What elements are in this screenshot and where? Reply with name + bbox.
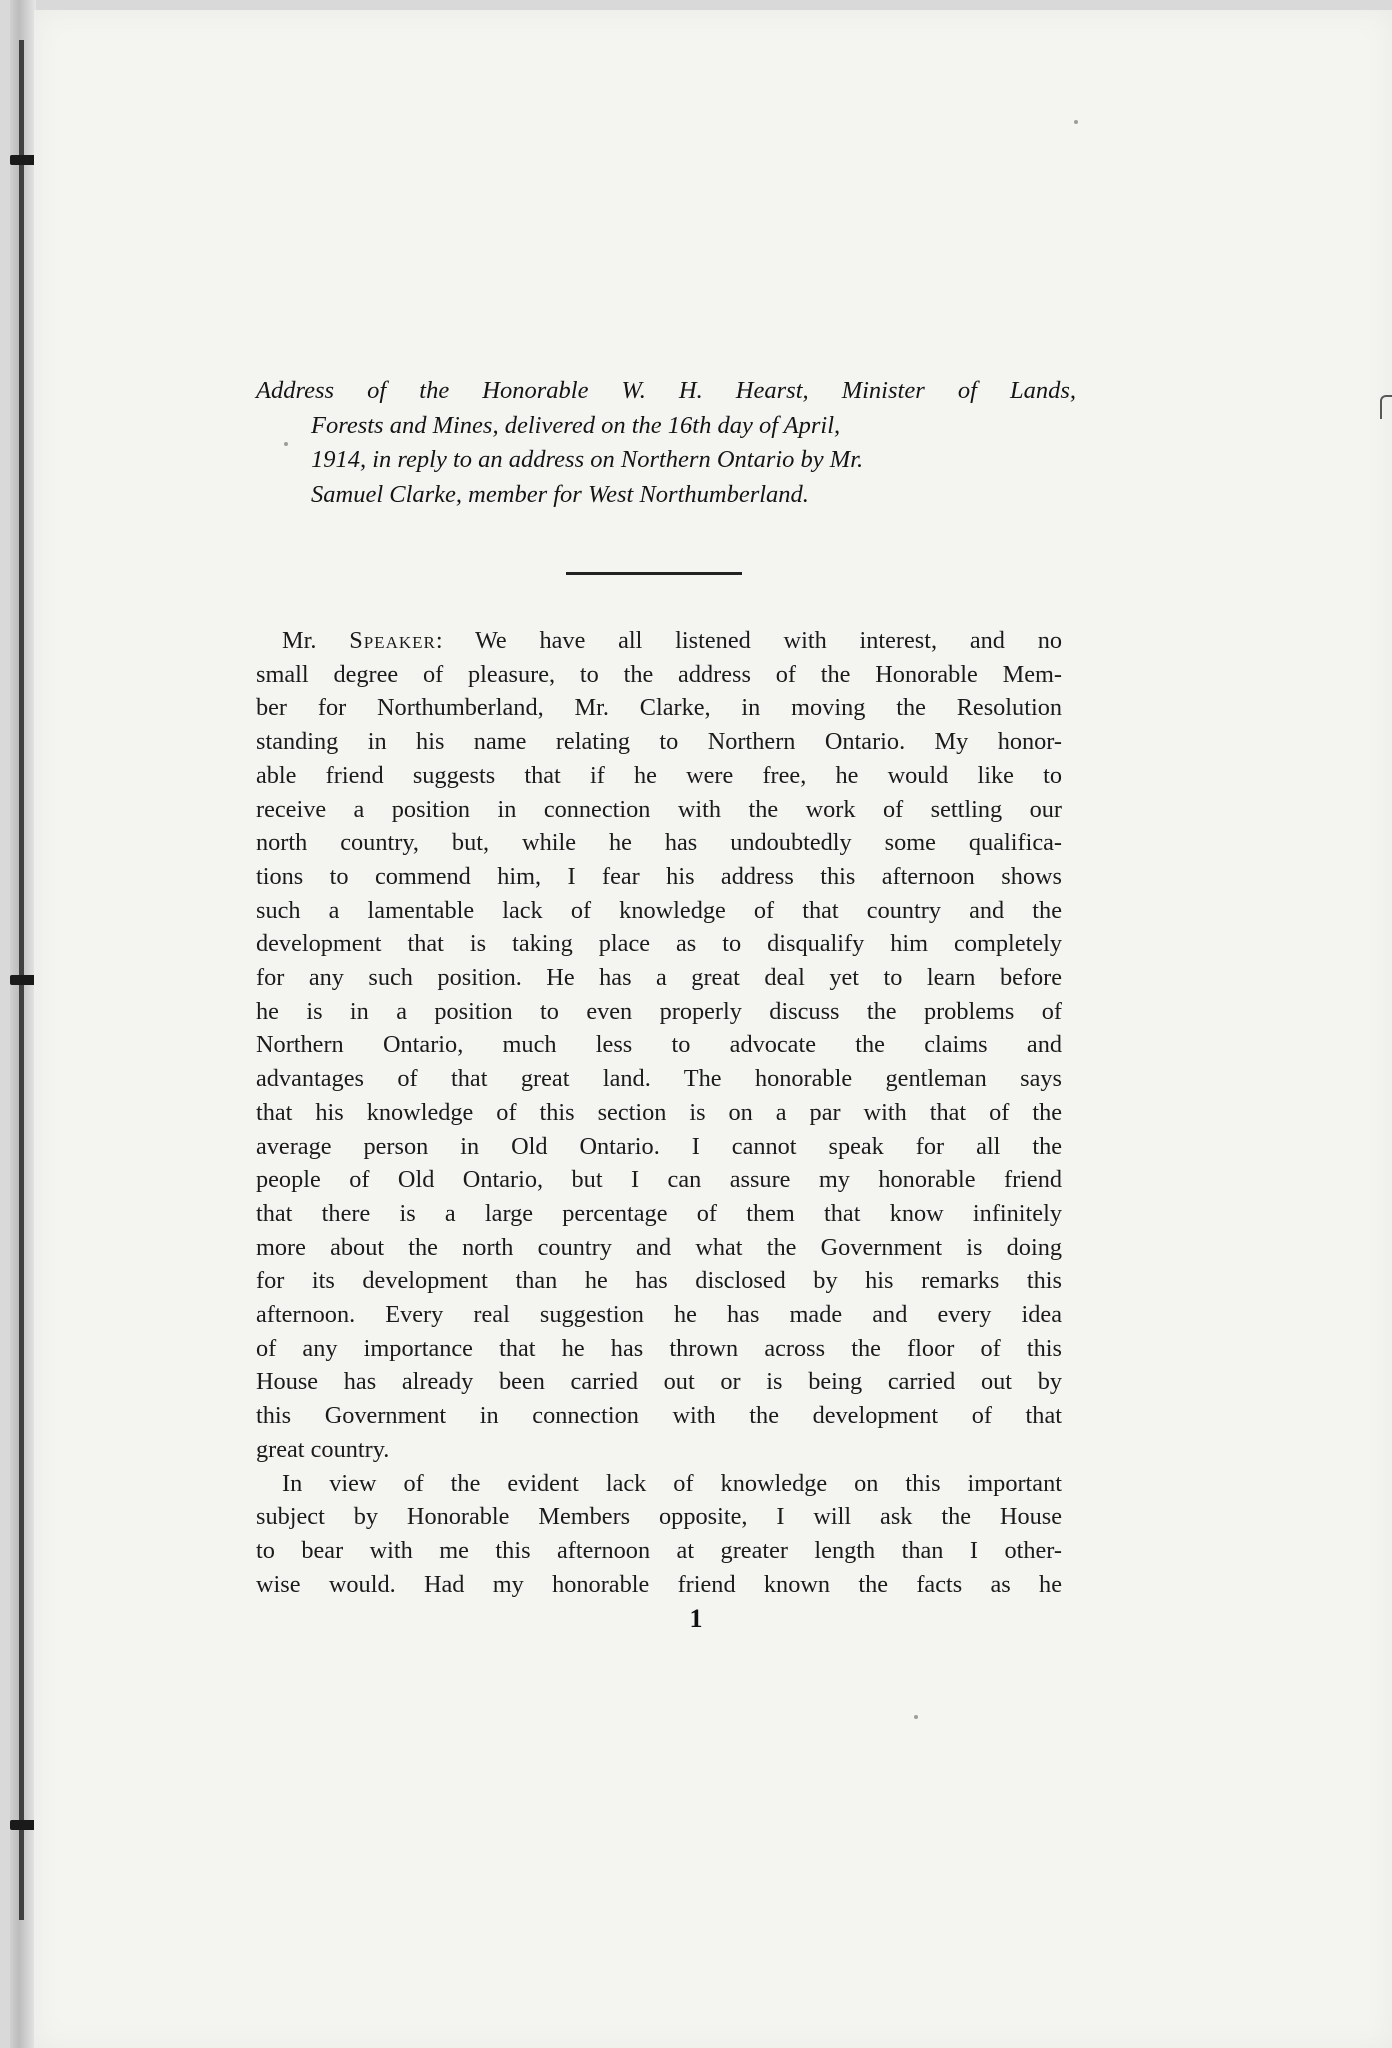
heading-line: Forests and Mines, delivered on the 16th day of April, (311, 411, 841, 439)
speech-body (256, 624, 1062, 1601)
body-line: tions to commend him, I fear his address this afternoon shows (256, 862, 1062, 890)
body-line: small degree of pleasure, to the address of the Honorable Mem- (256, 660, 1062, 688)
body-line: that there is a large percentage of them that know infinitely (256, 1199, 1062, 1227)
heading-line: Samuel Clarke, member for West Northumberland. (311, 480, 809, 508)
body-line: standing in his name relating to Northern Ontario. My honor- (256, 728, 1062, 756)
body-line: of any importance that he has thrown across the floor of this (256, 1334, 1062, 1362)
speaker-prefix: Mr. (282, 627, 317, 654)
address-heading (256, 374, 1076, 512)
body-line: he is in a position to even properly discuss the problems of (256, 997, 1062, 1025)
body-line: wise would. Had my honorable friend known the facts as he (256, 1570, 1062, 1598)
body-line: such a lamentable lack of knowledge of that country and the (256, 896, 1062, 924)
body-line: advantages of that great land. The honorable gentleman says (256, 1065, 1062, 1093)
body-line: receive a position in connection with the work of settling our (256, 795, 1062, 823)
body-line: great country. (256, 1435, 390, 1463)
body-line: development that is taking place as to disqualify him completely (256, 930, 1062, 958)
section-divider (566, 572, 742, 575)
body-line: In view of the evident lack of knowledge on this important (282, 1469, 1062, 1497)
body-line: for any such position. He has a great deal yet to learn before (256, 964, 1062, 992)
body-line: House has already been carried out or is being carried out by (256, 1368, 1062, 1396)
body-line: subject by Honorable Members opposite, I will ask the House (256, 1503, 1062, 1531)
body-line: that his knowledge of this section is on a par with that of the (256, 1098, 1062, 1126)
paper-speck (1074, 120, 1078, 124)
body-line: for its development than he has disclosed by his remarks this (256, 1267, 1062, 1295)
body-line: afternoon. Every real suggestion he has made and every idea (256, 1301, 1062, 1329)
body-line: able friend suggests that if he were free, he would like to (256, 761, 1062, 789)
heading-line: 1914, in reply to an address on Northern Ontario by Mr. (311, 446, 864, 473)
body-line: to bear with me this afternoon at greater length than I other- (256, 1536, 1062, 1564)
page-number: 1 (689, 1604, 703, 1633)
heading-line: Address of the Honorable W. H. Hearst, Minister of Lands, (256, 377, 1076, 404)
body-line: ber for Northumberland, Mr. Clarke, in moving the Resolution (256, 694, 1062, 722)
body-line-text: : We have all listened with interest, and no (435, 627, 1063, 654)
body-line: people of Old Ontario, but I can assure my honorable friend (256, 1166, 1062, 1194)
body-line: this Government in connection with the development of that (256, 1402, 1062, 1430)
body-line: Northern Ontario, much less to advocate the claims and (256, 1031, 1062, 1059)
body-line: north country, but, while he has undoubtedly some qualifica- (256, 829, 1062, 857)
speaker-name: Speaker (349, 627, 436, 654)
page-edge-mark (1380, 395, 1392, 419)
body-line: more about the north country and what the Government is doing (256, 1233, 1062, 1261)
paper-speck (914, 1715, 918, 1719)
body-line: average person in Old Ontario. I cannot speak for all the (256, 1132, 1062, 1160)
body-line (256, 624, 1062, 658)
